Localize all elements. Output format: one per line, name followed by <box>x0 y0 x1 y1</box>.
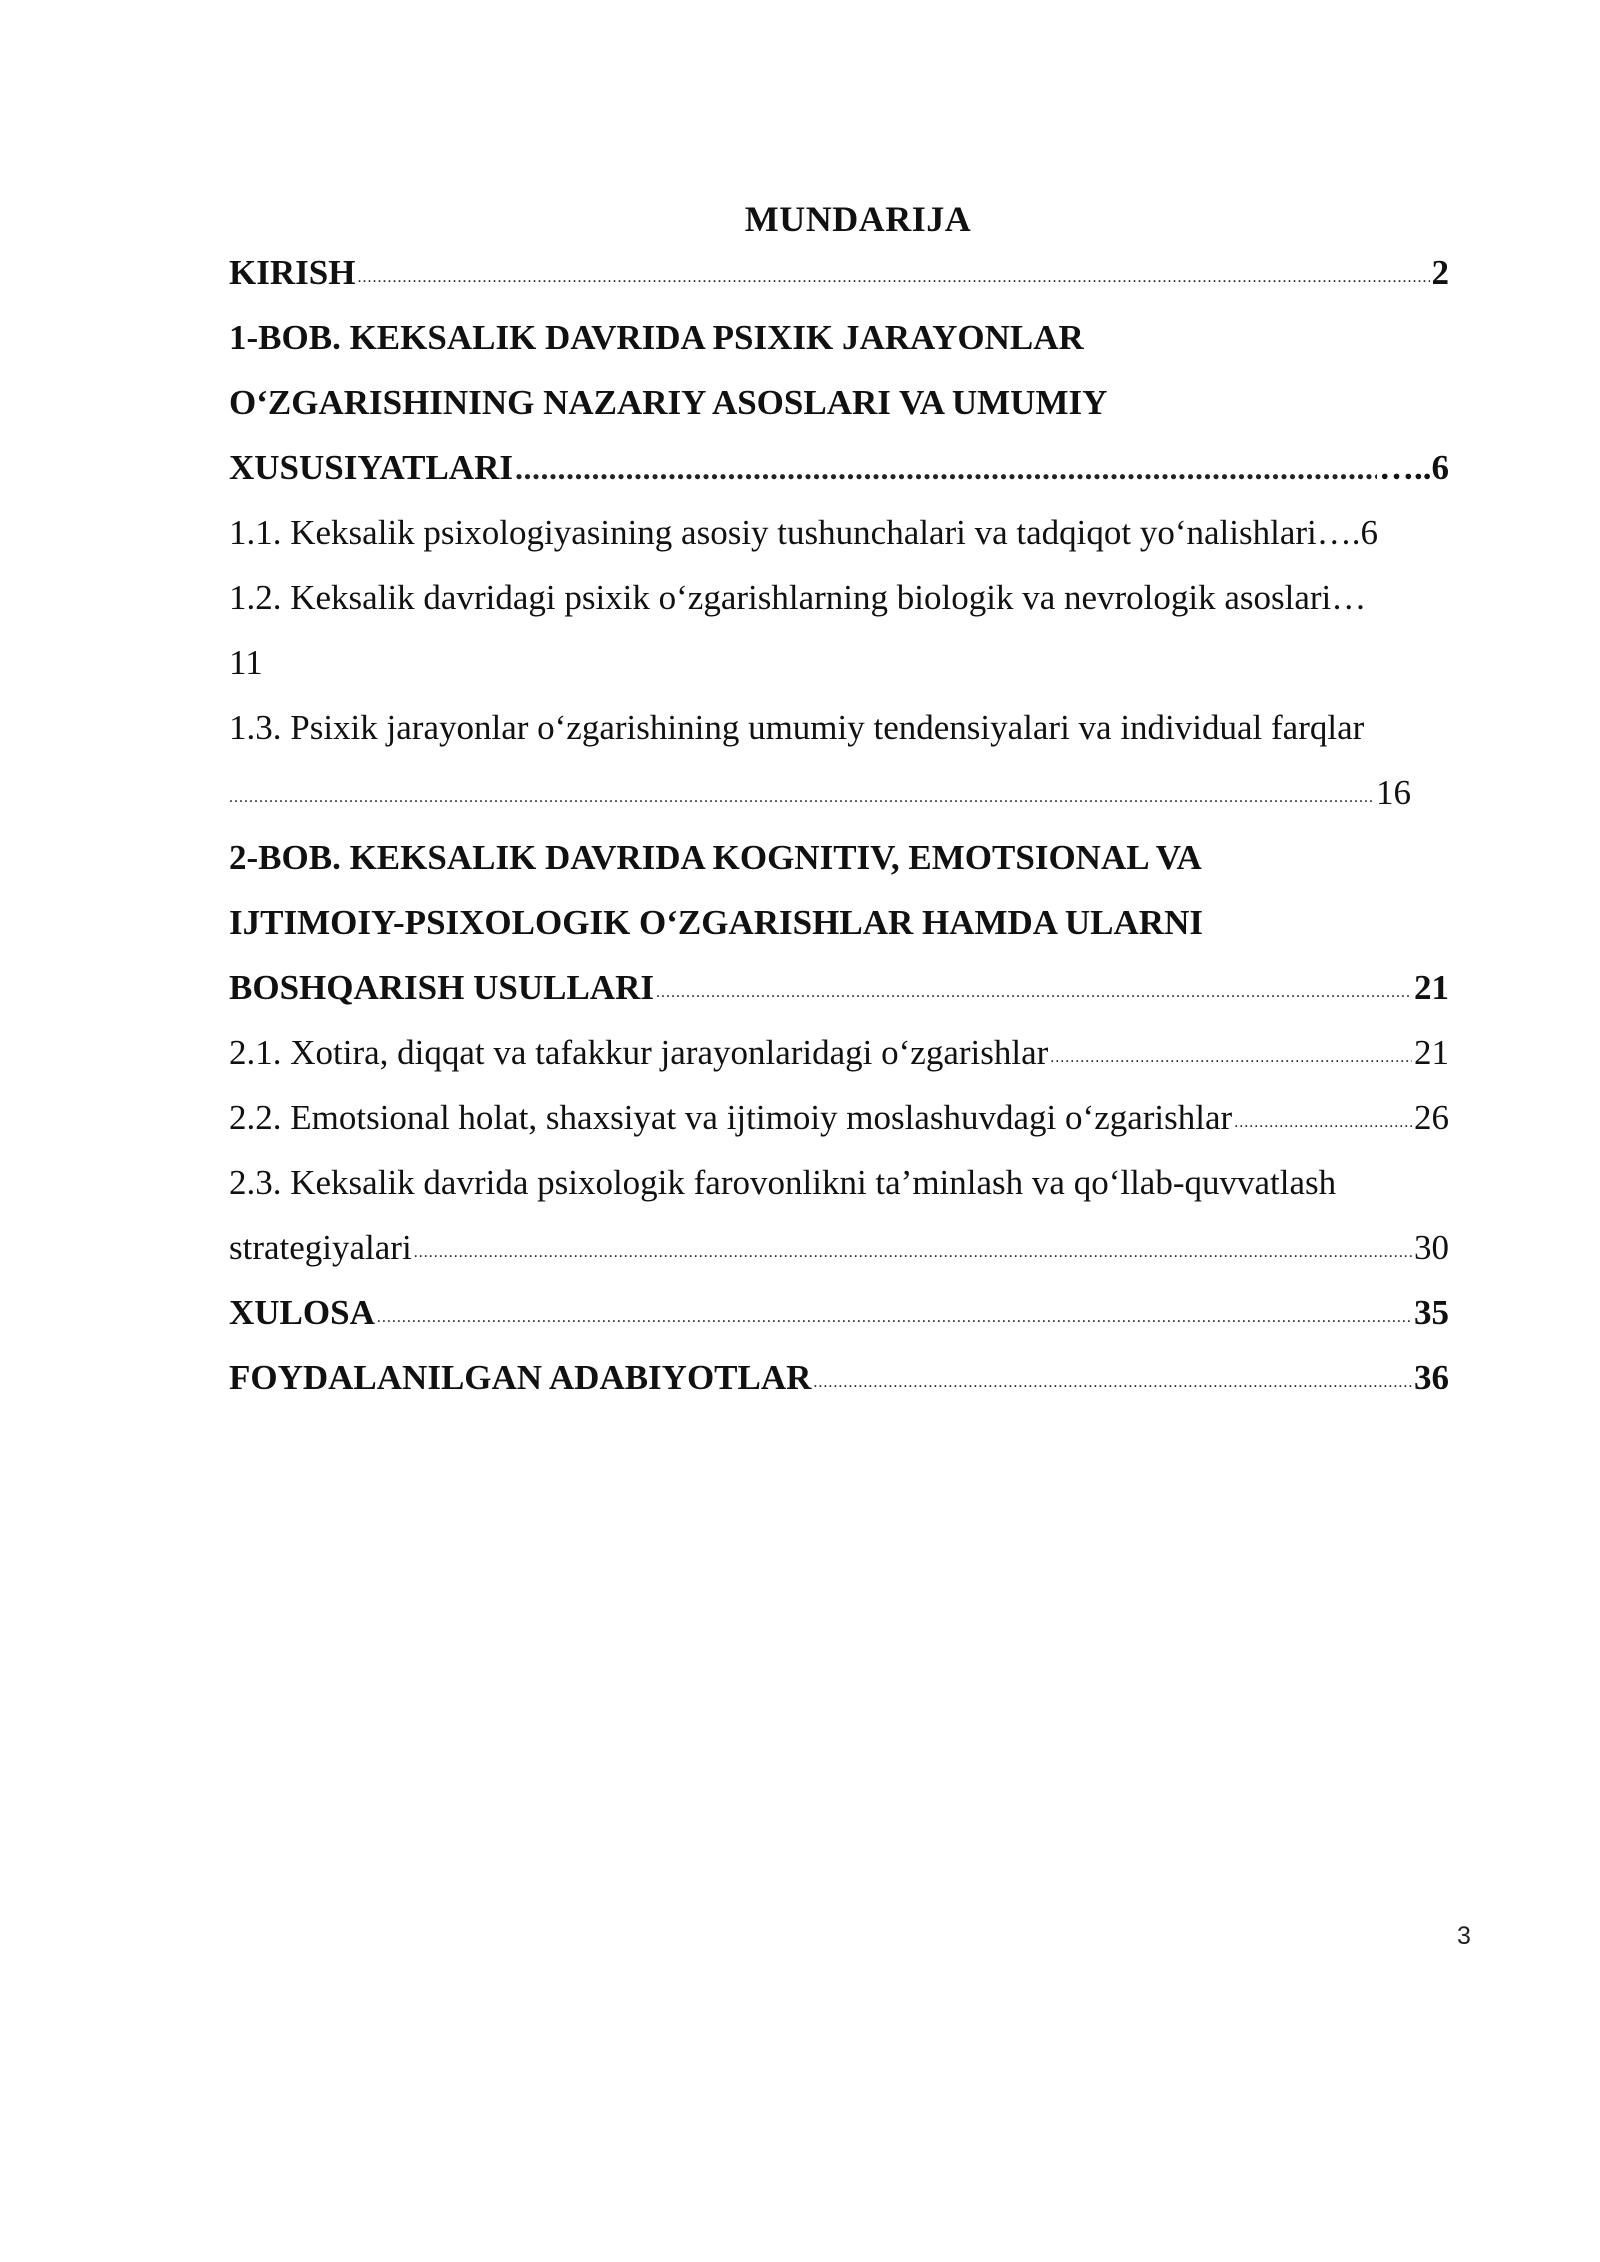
page-number: 3 <box>1457 1922 1471 1950</box>
toc-entry-chapter-1[interactable] <box>229 305 1469 500</box>
toc-entry-line: XUSUSIYATLARI <box>229 448 513 487</box>
toc-page-number: 26 <box>1414 1098 1449 1137</box>
toc-page-number: …..6 <box>1379 448 1449 487</box>
toc-page-number: 30 <box>1414 1228 1449 1267</box>
toc-page-number: 2 <box>1431 253 1449 292</box>
toc-entry-1-3[interactable] <box>229 695 1469 825</box>
toc-entry-label: 1.3. Psixik jarayonlar o‘zgarishining umumiy tendensiyalari va individual farqlar <box>229 708 1365 747</box>
table-of-contents <box>229 240 1469 1410</box>
toc-page-number: 21 <box>1414 1033 1449 1072</box>
toc-entry-label: KIRISH <box>229 253 356 292</box>
toc-entry-1-2[interactable] <box>229 565 1469 695</box>
toc-page-number: 11 <box>229 643 263 682</box>
dot-leader <box>813 1350 1412 1415</box>
dot-leader <box>229 765 1374 830</box>
toc-entry-kirish[interactable] <box>229 240 1469 305</box>
toc-entry-line: 1-BOB. KEKSALIK DAVRIDA PSIXIK JARAYONLAR <box>229 318 1084 357</box>
toc-page-number: 21 <box>1414 968 1449 1007</box>
toc-entry-label: 2.2. Emotsional holat, shaxsiyat va ijtimoiy moslashuvdagi o‘zgarishlar <box>229 1098 1233 1137</box>
toc-entry-line: IJTIMOIY-PSIXOLOGIK O‘ZGARISHLAR HAMDA ULARNI <box>229 903 1203 942</box>
toc-entry-2-2[interactable] <box>229 1085 1469 1150</box>
toc-title: MUNDARIJA <box>744 199 972 239</box>
dot-leader <box>1050 1025 1412 1090</box>
toc-entry-chapter-2[interactable] <box>229 825 1469 1020</box>
toc-entry-label: 1.1. Keksalik psixologiyasining asosiy tushunchalari va tadqiqot yo‘nalishlari….6 <box>229 513 1379 552</box>
toc-entry-2-1[interactable] <box>229 1020 1469 1085</box>
toc-entry-2-3[interactable] <box>229 1150 1469 1280</box>
toc-entry-line: BOSHQARISH USULLARI <box>229 968 654 1007</box>
toc-entry-line: O‘ZGARISHINING NAZARIY ASOSLARI VA UMUMIY <box>229 383 1108 422</box>
dot-leader <box>515 436 1377 501</box>
toc-entry-1-1[interactable] <box>229 500 1469 565</box>
toc-entry-label: 1.2. Keksalik davridagi psixik o‘zgarishlarning biologik va nevrologik asoslari… <box>229 578 1367 617</box>
toc-page-number: 16 <box>1376 773 1411 812</box>
dot-leader <box>1234 1090 1412 1155</box>
toc-page-number: 35 <box>1414 1293 1449 1332</box>
dot-leader <box>357 245 1429 310</box>
dot-leader <box>377 1285 1412 1350</box>
toc-entry-line: strategiyalari <box>229 1228 412 1267</box>
dot-leader <box>414 1220 1412 1285</box>
dot-leader <box>656 960 1412 1025</box>
toc-entry-label: XULOSA <box>229 1293 375 1332</box>
toc-page-number: 36 <box>1414 1358 1449 1397</box>
toc-entry-label: 2.1. Xotira, diqqat va tafakkur jarayonlaridagi o‘zgarishlar <box>229 1033 1049 1072</box>
toc-entry-adabiyotlar[interactable] <box>229 1345 1469 1410</box>
toc-entry-line: 2.3. Keksalik davrida psixologik farovonlikni ta’minlash va qo‘llab-quvvatlash <box>229 1163 1337 1202</box>
toc-entry-line: 2-BOB. KEKSALIK DAVRIDA KOGNITIV, EMOTSIONAL VA <box>229 838 1202 877</box>
toc-entry-label: FOYDALANILGAN ADABIYOTLAR <box>229 1358 812 1397</box>
toc-entry-xulosa[interactable] <box>229 1280 1469 1345</box>
